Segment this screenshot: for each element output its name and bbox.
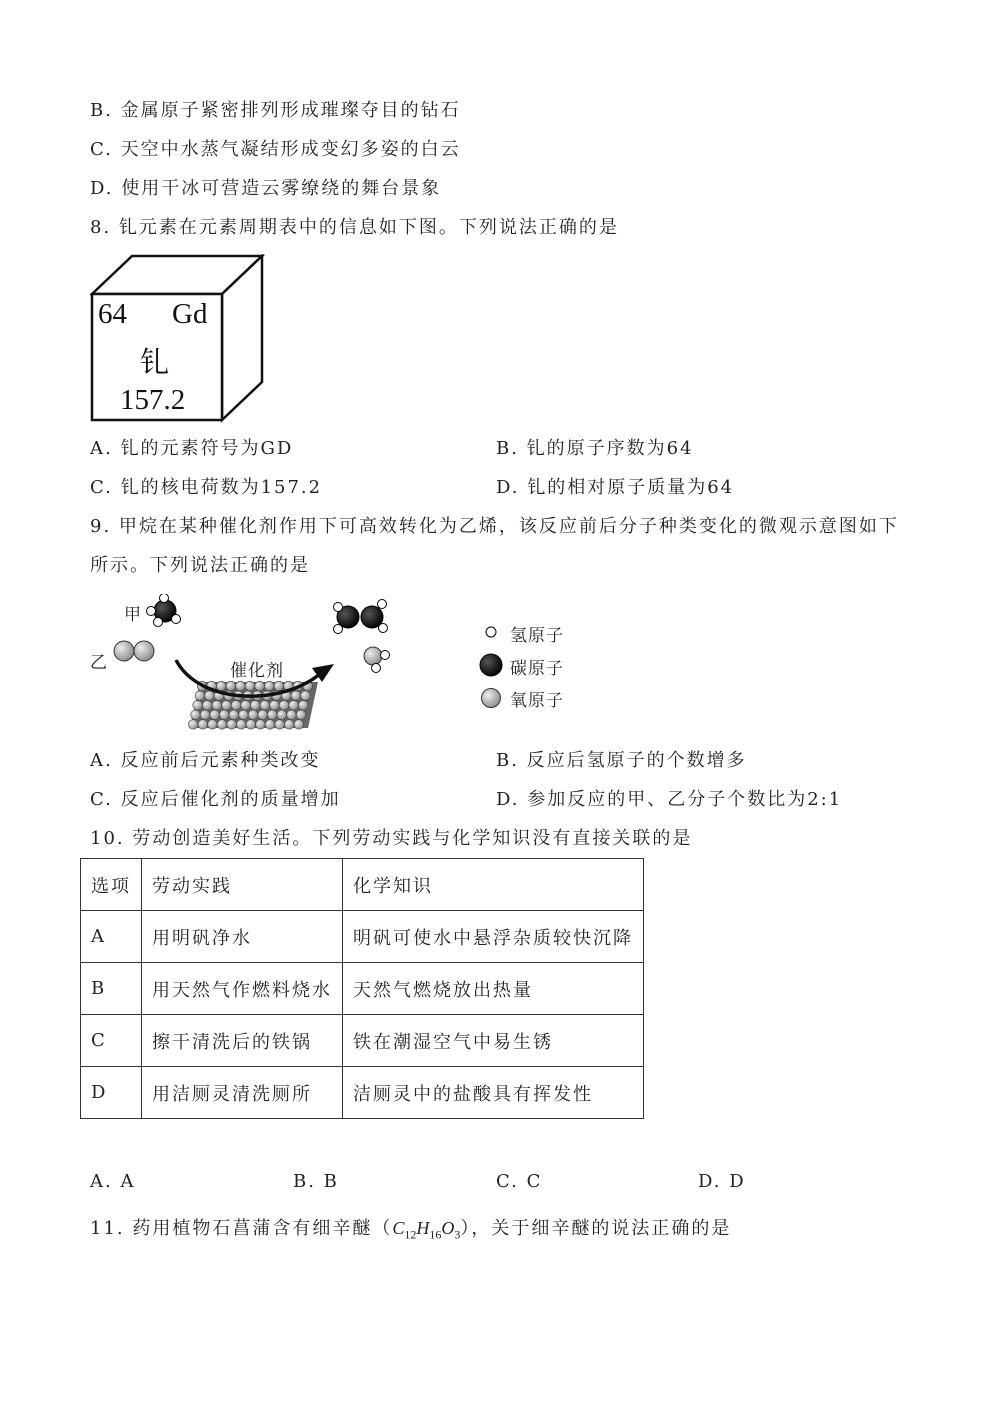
catalyst-sphere-icon <box>260 700 270 710</box>
table-row <box>81 963 644 1015</box>
catalyst-sphere-icon <box>188 720 198 730</box>
catalyst-sphere-icon <box>216 681 226 691</box>
catalyst-sphere-icon <box>236 681 246 691</box>
catalyst-sphere-icon <box>291 691 301 701</box>
catalyst-sphere-icon <box>248 710 258 720</box>
atomic-number: 64 <box>98 298 127 330</box>
table-cell: B <box>81 963 142 1015</box>
ethylene-molecule-icon <box>334 600 388 634</box>
catalyst-sphere-icon <box>193 700 203 710</box>
q9-option-b: B. 反应后氢原子的个数增多 <box>496 750 747 771</box>
catalyst-sphere-icon <box>241 700 251 710</box>
catalyst-sphere-icon <box>208 720 218 730</box>
question-11-stem <box>90 1216 731 1247</box>
header-option: 选项 <box>81 859 142 911</box>
table-cell: 擦干清洗后的铁锅 <box>142 1015 343 1067</box>
catalyst-sphere-icon <box>258 710 268 720</box>
catalyst-sphere-icon <box>236 720 246 730</box>
q9-option-a: A. 反应前后元素种类改变 <box>90 750 321 771</box>
water-molecule-icon <box>364 647 390 673</box>
catalyst-sphere-icon <box>226 681 236 691</box>
q10-option-b: B. B <box>293 1171 339 1192</box>
header-practice: 劳动实践 <box>142 859 343 911</box>
table-cell: 铁在潮湿空气中易生锈 <box>343 1015 644 1067</box>
option-b-q7: B. 金属原子紧密排列形成璀璨夺目的钻石 <box>90 100 461 121</box>
table-cell: 用天然气作燃料烧水 <box>142 963 343 1015</box>
q10-option-d: D. D <box>698 1171 746 1192</box>
catalyst-sphere-icon <box>227 720 237 730</box>
catalyst-sphere-icon <box>267 710 277 720</box>
legend-hydrogen: 氢原子 <box>510 626 564 646</box>
legend-carbon: 碳原子 <box>510 659 564 679</box>
catalyst-sphere-icon <box>231 700 241 710</box>
question-10-stem: 10. 劳动创造美好生活。下列劳动实践与化学知识没有直接关联的是 <box>90 828 693 849</box>
option-c-q7: C. 天空中水蒸气凝结形成变幻多姿的白云 <box>90 139 461 160</box>
methane-molecule-icon <box>147 594 181 627</box>
catalyst-sphere-icon <box>284 720 294 730</box>
catalyst-sphere-icon <box>301 691 311 701</box>
q8-option-b: B. 钆的原子序数为64 <box>496 438 694 459</box>
catalyst-sphere-icon <box>274 681 284 691</box>
table-cell: C <box>81 1015 142 1067</box>
catalyst-sphere-icon <box>264 681 274 691</box>
table-cell: 洁厕灵中的盐酸具有挥发性 <box>343 1067 644 1119</box>
q11-text-before: 11. 药用植物石菖蒲含有细辛醚（ <box>90 1218 393 1239</box>
table-row <box>81 1015 644 1067</box>
catalyst-sphere-icon <box>250 700 260 710</box>
element-name: 钆 <box>140 345 170 379</box>
table-cell: 天然气燃烧放出热量 <box>343 963 644 1015</box>
catalyst-sphere-icon <box>202 700 212 710</box>
catalyst-sphere-icon <box>198 720 208 730</box>
table-cell: 用明矾净水 <box>142 911 343 963</box>
q9-option-d: D. 参加反应的甲、乙分子个数比为2:1 <box>496 789 843 810</box>
q8-option-d: D. 钆的相对原子质量为64 <box>496 477 735 498</box>
catalyst-sphere-icon <box>195 691 205 701</box>
catalyst-sphere-icon <box>245 681 255 691</box>
catalyst-sphere-icon <box>200 710 210 720</box>
question-9-stem-line1: 9. 甲烷在某种催化剂作用下可高效转化为乙烯，该反应前后分子种类变化的微观示意图如下 <box>90 516 899 537</box>
catalyst-sphere-icon <box>287 710 297 720</box>
atomic-mass: 157.2 <box>120 384 186 416</box>
label-jia: 甲 <box>124 605 142 625</box>
table-cell: D <box>81 1067 142 1119</box>
catalyst-sphere-icon <box>275 720 285 730</box>
catalyst-sphere-icon <box>239 710 249 720</box>
q10-option-a: A. A <box>90 1171 136 1192</box>
labor-chemistry-table <box>80 858 644 1119</box>
catalyst-sphere-icon <box>246 720 256 730</box>
catalyst-sphere-icon <box>265 720 275 730</box>
q8-option-c: C. 钆的核电荷数为157.2 <box>90 477 323 498</box>
catalyst-sphere-icon <box>219 710 229 720</box>
table-cell: A <box>81 911 142 963</box>
catalyst-sphere-icon <box>191 710 201 720</box>
reaction-diagram <box>90 594 610 740</box>
catalyst-sphere-icon <box>289 700 299 710</box>
question-9-stem-line2: 所示。下列说法正确的是 <box>90 555 310 576</box>
oxygen-atom-icon <box>482 689 501 708</box>
element-symbol: Gd <box>172 298 208 330</box>
catalyst-sphere-icon <box>277 710 287 720</box>
catalyst-sphere-icon <box>256 720 266 730</box>
catalyst-sphere-icon <box>212 700 222 710</box>
catalyst-sphere-icon <box>229 710 239 720</box>
table-cell: 用洁厕灵清洗厕所 <box>142 1067 343 1119</box>
catalyst-sphere-icon <box>205 691 215 701</box>
catalyst-sphere-icon <box>217 720 227 730</box>
molecular-formula: $C_{12}H_{16}O_3$ <box>392 1218 461 1242</box>
q9-option-c: C. 反应后催化剂的质量增加 <box>90 789 341 810</box>
catalyst-sphere-icon <box>298 700 308 710</box>
element-cell-cube <box>90 254 265 424</box>
catalyst-sphere-icon <box>222 700 232 710</box>
table-row <box>81 911 644 963</box>
q8-option-a: A. 钆的元素符号为GD <box>90 438 294 459</box>
question-8-stem: 8. 钆元素在元素周期表中的信息如下图。下列说法正确的是 <box>90 217 619 238</box>
carbon-atom-icon <box>480 654 502 676</box>
catalyst-sphere-icon <box>270 700 280 710</box>
label-yi: 乙 <box>90 653 108 673</box>
q10-option-c: C. C <box>496 1171 543 1192</box>
catalyst-sphere-icon <box>279 700 289 710</box>
table-row <box>81 1067 644 1119</box>
hydrogen-atom-icon <box>486 627 496 637</box>
header-knowledge: 化学知识 <box>343 859 644 911</box>
option-d-q7: D. 使用干冰可营造云雾缭绕的舞台景象 <box>90 178 442 199</box>
catalyst-sphere-icon <box>210 710 220 720</box>
catalyst-sphere-icon <box>255 681 265 691</box>
table-cell: 明矾可使水中悬浮杂质较快沉降 <box>343 911 644 963</box>
table-header-row <box>81 859 644 911</box>
q11-text-after: ），关于细辛醚的说法正确的是 <box>460 1218 732 1239</box>
legend-oxygen: 氧原子 <box>510 691 564 711</box>
catalyst-sphere-icon <box>296 710 306 720</box>
label-catalyst: 催化剂 <box>230 661 284 681</box>
oxygen-molecule-icon <box>114 641 154 661</box>
catalyst-sphere-icon <box>294 720 304 730</box>
